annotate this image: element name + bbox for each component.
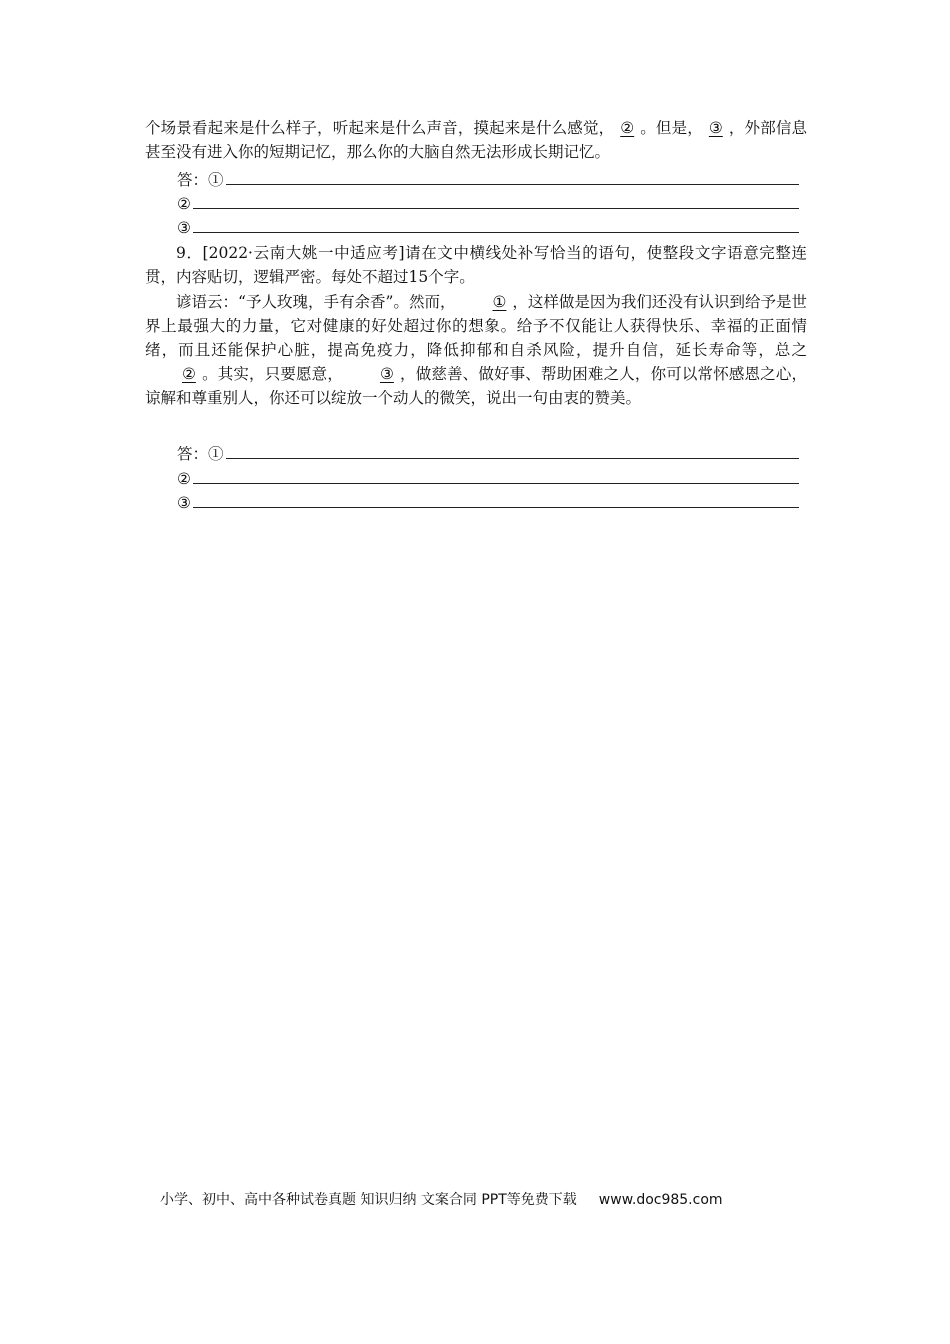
- answer-label: 答：①: [177, 445, 224, 463]
- blank-2: ②: [620, 119, 635, 137]
- question-9-passage: [145, 290, 807, 410]
- answer-rule: [226, 166, 799, 185]
- answer-rule: [193, 214, 799, 233]
- blank-3: ③: [379, 365, 394, 383]
- answer-label: ③: [177, 219, 191, 237]
- blank-3: ③: [708, 119, 723, 137]
- passage-text: 。但是，: [640, 119, 703, 137]
- answer-label: ②: [177, 195, 191, 213]
- passage-text: ，做慈善、做好事、帮助困难之人，你可以常怀感恩之心，谅解和尊重别人，你还可以绽放一个动人的微笑，说出一句由衷的赞美。: [145, 365, 807, 407]
- passage-text: 个场景看起来是什么样子，听起来是什么声音，摸起来是什么感觉，: [145, 119, 615, 137]
- answer-line-2[interactable]: [177, 466, 799, 490]
- answer-line-2[interactable]: [177, 191, 799, 215]
- answer-rule: [193, 465, 799, 484]
- blank-1: ①: [492, 293, 507, 311]
- passage-text: ，这样做是因为我们还没有认识到给予是世界上最强大的力量，它对健康的好处超过你的想象。给予不仅能让人获得快乐、幸福的正面情绪，而且还能保护心脏，提高免疫力，降低抑郁和自杀风险，提升自信，延长寿命等，总之: [145, 293, 807, 359]
- answer-line-3[interactable]: [177, 490, 799, 514]
- passage-continuation: [145, 116, 807, 164]
- answer-line-1[interactable]: [177, 441, 799, 465]
- page-footer: [160, 1189, 800, 1211]
- footer-text: 小学、初中、高中各种试卷真题 知识归纳 文案合同 PPT等免费下载: [160, 1192, 577, 1208]
- answer-label: 答：①: [177, 171, 224, 189]
- passage-text: 。其实，只要愿意，: [201, 365, 343, 383]
- answer-label: ②: [177, 470, 191, 488]
- blank-2: ②: [182, 365, 196, 383]
- question-9-header: 9．[2022·云南大姚一中适应考]请在文中横线处补写恰当的语句，使整段文字语意完整连贯，内容贴切，逻辑严密。每处不超过15个字。: [145, 244, 807, 286]
- answer-rule: [193, 190, 799, 209]
- answer-line-3[interactable]: [177, 215, 799, 239]
- answer-line-1[interactable]: [177, 167, 799, 191]
- footer-site-link[interactable]: www.doc985.com: [598, 1192, 723, 1208]
- passage-text: ，外部信息甚至没有进入你的短期记忆，那么你的大脑自然无法形成长期记忆。: [145, 119, 807, 161]
- answer-rule: [193, 489, 799, 508]
- answer-rule: [226, 440, 799, 459]
- answer-label: ③: [177, 494, 191, 512]
- passage-text: 谚语云：“予人玫瑰，手有余香”。然而，: [176, 293, 456, 311]
